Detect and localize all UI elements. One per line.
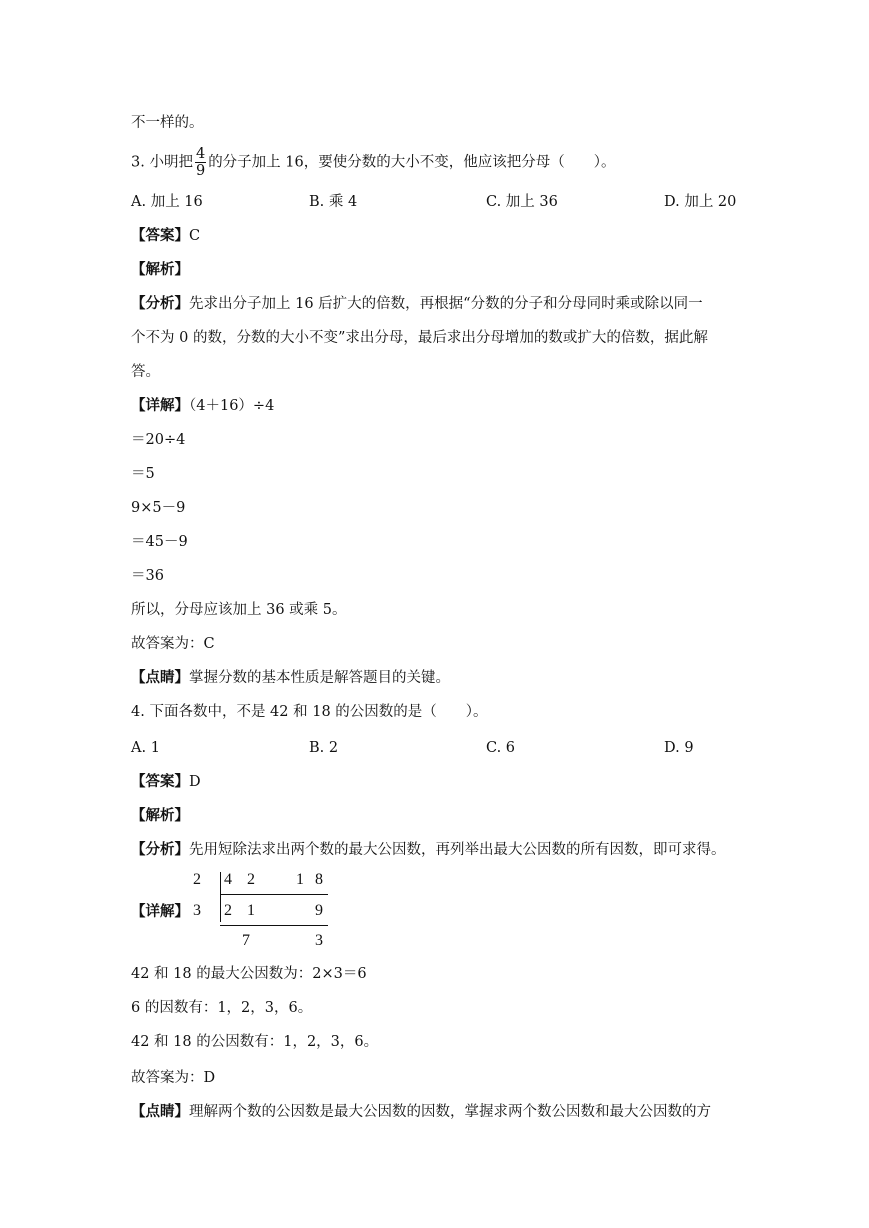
row1-digit: 4 xyxy=(224,871,232,888)
q3-fraction-numerator: 4 xyxy=(195,146,206,162)
q3-option-a: A. 加上 16 xyxy=(131,194,203,210)
row3-digit: 3 xyxy=(315,932,323,949)
q4-option-a: A. 1 xyxy=(131,740,160,756)
row1-digit: 8 xyxy=(315,871,323,888)
q3-final: 故答案为：C xyxy=(131,636,215,652)
q4-stem: 4. 下面各数中，不是 42 和 18 的公因数的是（ ）。 xyxy=(131,704,488,720)
q3-dianjing-tag: 【点睛】 xyxy=(131,670,189,686)
q3-answer-value: C xyxy=(189,228,201,244)
q4-answer-value: D xyxy=(189,774,201,790)
q3-option-c: C. 加上 36 xyxy=(486,194,558,210)
q4-xiangjie-tag: 【详解】 xyxy=(131,904,189,920)
row2-digit: 1 xyxy=(247,902,255,919)
q3-fraction xyxy=(195,146,206,179)
q3-conclusion: 所以，分母应该加上 36 或乘 5。 xyxy=(131,602,347,618)
q3-fenxi-line2: 个不为 0 的数，分数的大小不变”求出分母，最后求出分母增加的数或扩大的倍数，据此解 xyxy=(131,330,708,346)
q3-step-4: 9×5－9 xyxy=(131,500,186,516)
q3-fenxi-tag: 【分析】 xyxy=(131,296,189,312)
q3-analysis-tag: 【解析】 xyxy=(131,262,189,278)
q3-step-2: ＝20÷4 xyxy=(131,432,186,448)
q3-stem xyxy=(131,146,616,179)
q4-option-b: B. 2 xyxy=(309,740,339,756)
q3-step-6: ＝36 xyxy=(131,568,164,584)
intro-tail: 不一样的。 xyxy=(131,115,204,131)
q4-answer xyxy=(131,772,201,792)
q3-option-d: D. 加上 20 xyxy=(664,194,737,210)
divisor-2: 3 xyxy=(193,902,201,919)
q3-answer xyxy=(131,226,200,246)
q4-dianjing: 【点睛】理解两个数的公因数是最大公因数的因数，掌握求两个数公因数和最大公因数的方 xyxy=(131,1104,711,1120)
row2-digit: 9 xyxy=(315,902,323,919)
q3-suffix: 的分子加上 16，要使分数的大小不变，他应该把分母（ ）。 xyxy=(208,154,616,171)
q4-fenxi-tag: 【分析】 xyxy=(131,842,189,858)
division-line-2 xyxy=(220,925,328,926)
q4-analysis-tag: 【解析】 xyxy=(131,808,189,824)
q4-answer-tag: 【答案】 xyxy=(131,774,189,790)
division-line-1 xyxy=(220,894,328,895)
q3-fraction-denominator: 9 xyxy=(195,163,206,179)
q3-xiangjie xyxy=(131,396,274,416)
row1-digit: 1 xyxy=(296,871,304,888)
q3-fenxi-line3: 答。 xyxy=(131,364,160,380)
q3-prefix: 3. 小明把 xyxy=(131,154,193,171)
q3-step-1: （4＋16）÷4 xyxy=(189,398,275,414)
divisor-1: 2 xyxy=(193,871,201,888)
q4-option-c: C. 6 xyxy=(486,740,516,756)
q4-dianjing-tag: 【点睛】 xyxy=(131,1104,189,1120)
q3-fenxi-line1: 【分析】先求出分子加上 16 后扩大的倍数，再根据“分数的分子和分母同时乘或除以同一 xyxy=(131,296,703,312)
q4-final: 故答案为：D xyxy=(131,1070,216,1086)
q3-step-5: ＝45－9 xyxy=(131,534,188,550)
division-vertical-bar xyxy=(220,872,221,922)
q4-line-2: 6 的因数有：1，2，3，6。 xyxy=(131,1000,313,1016)
q4-fenxi: 【分析】先用短除法求出两个数的最大公因数，再列举出最大公因数的所有因数，即可求得。 xyxy=(131,842,726,858)
row2-digit: 2 xyxy=(224,902,232,919)
q4-line-1: 42 和 18 的最大公因数为：2×3＝6 xyxy=(131,966,367,982)
q3-xiangjie-tag: 【详解】 xyxy=(131,398,189,414)
row1-digit: 2 xyxy=(247,871,255,888)
q3-dianjing: 【点睛】掌握分数的基本性质是解答题目的关键。 xyxy=(131,670,450,686)
q3-answer-tag: 【答案】 xyxy=(131,228,189,244)
q3-step-3: ＝5 xyxy=(131,466,155,482)
row3-digit: 7 xyxy=(242,932,250,949)
q4-line-3: 42 和 18 的公因数有：1，2，3，6。 xyxy=(131,1034,379,1050)
q3-option-b: B. 乘 4 xyxy=(309,194,358,210)
q4-option-d: D. 9 xyxy=(664,740,694,756)
